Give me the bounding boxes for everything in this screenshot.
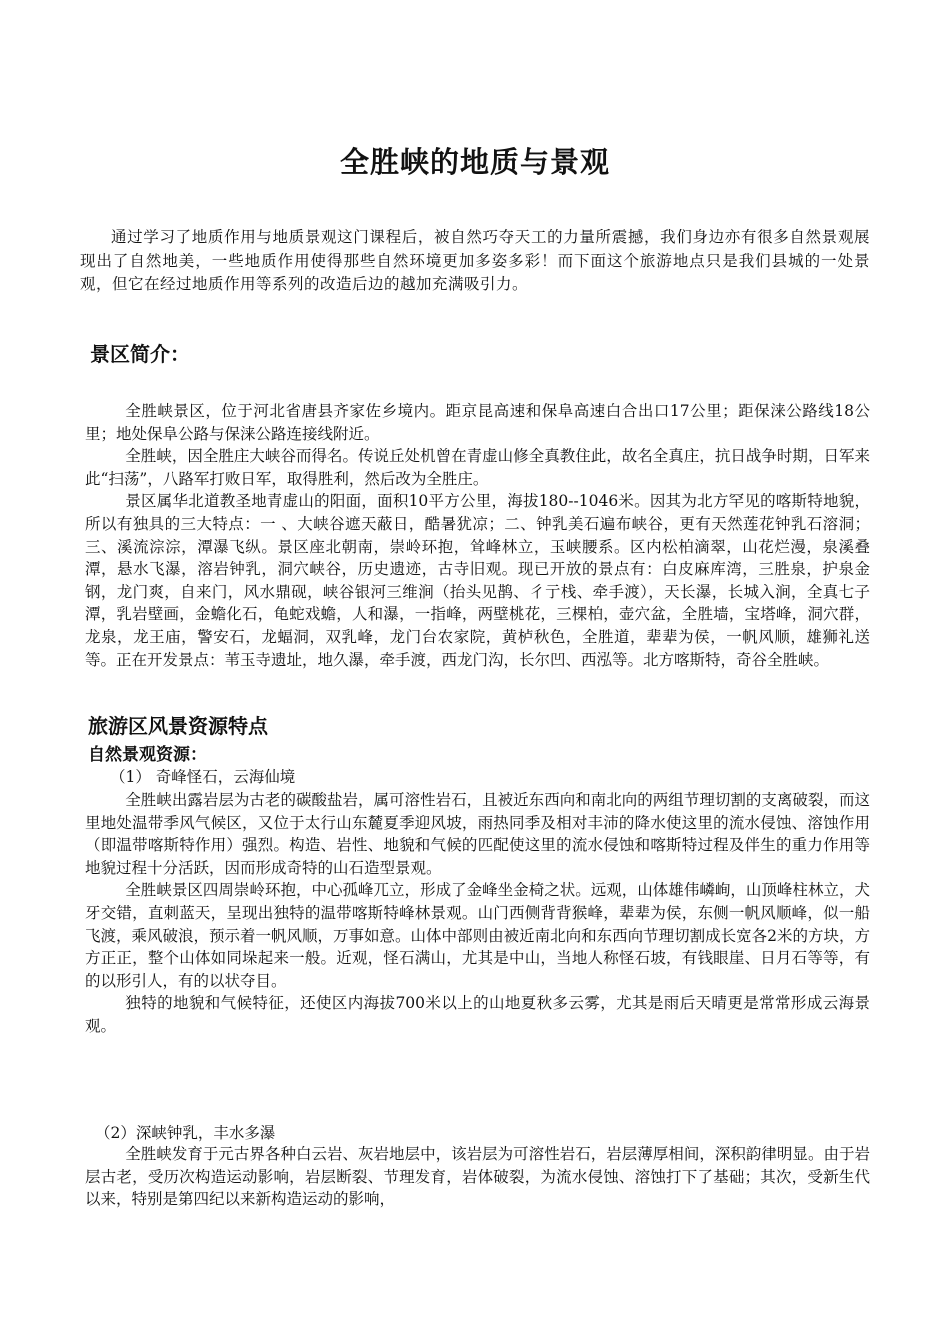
item-1-body — [85, 789, 870, 1038]
section-intro-body — [85, 400, 870, 671]
item-2-body — [85, 1143, 870, 1211]
paragraph: 全胜峡景区四周崇岭环抱，中心孤峰兀立，形成了金峰坐金椅之状。远观，山体雄伟嶙峋，山顶峰柱林立，犬牙交错，直刺蓝天，呈现出独特的温带喀斯特峰林景观。山门西侧背背猴峰，辈辈为侯，东侧一帆风顺峰，似一船飞渡，乘风破浪，预示着一帆风顺，万事如意。山体中部则由被近南北向和东西向节理切割成长宽各2米的方块，方方正正，整个山体如同垛起来一般。近观，怪石满山，尤其是中山，当地人称怪石坡，有钱眼崖、日月石等等，有的以形引人，有的以状夺目。 — [85, 881, 870, 990]
paragraph: 景区属华北道教圣地青虚山的阳面，面积10平方公里，海拔180--1046米。因其为北方罕见的喀斯特地貌，所以有独具的三大特点：一 、大峡谷遮天蔽日，酷暑犹凉；二、钟乳美石遍布峡谷，更有天然莲花钟乳石溶洞；三、溪流淙淙，潭瀑飞纵。景区座北朝南，崇岭环抱，耸峰林立，玉峡腰系。区内松柏滴翠，山花烂漫，泉溪叠潭，悬水飞瀑，溶岩钟乳，洞穴峡谷，历史遗迹，古寺旧观。现已开放的景点有：白皮麻库湾，三胜泉，护泉金钢，龙门爽，自来门，风水鼎砚，峡谷银河三维涧（抬头见鹊、彳亍栈、牵手渡），天长瀑，长城入涧，全真七子潭，乳岩壁画，金蟾化石，龟蛇戏蟾，人和瀑，一指峰，两壁桃花，三棵柏，壶穴盆，全胜墙，宝塔峰，洞穴群，龙泉，龙王庙，警安石，龙蝠洞，双乳峰，龙门台农家院，黄栌秋色，全胜道，辈辈为侯，一帆风顺，雄狮礼送等。正在开发景点：苇玉寺遗址，地久瀑，牵手渡，西龙门沟，长尔凹、西泓等。北方喀斯特，奇谷全胜峡。 — [85, 492, 870, 669]
subheading-natural-resources: 自然景观资源： — [88, 745, 207, 765]
section-heading-resources: 旅游区风景资源特点 — [88, 714, 268, 738]
section-heading-intro: 景区简介： — [90, 342, 190, 366]
intro-paragraph: 通过学习了地质作用与地质景观这门课程后，被自然巧夺天工的力量所震撼，我们身边亦有很多自然景观展现出了自然地美，一些地质作用使得那些自然环境更加多姿多彩！而下面这个旅游地点只是我们县城的一处景观，但它在经过地质作用等系列的改造后边的越加充满吸引力。 — [80, 228, 870, 293]
item-label-2: （2）深峡钟乳，丰水多瀑 — [95, 1124, 276, 1142]
paragraph: 全胜峡发育于元古界各种白云岩、灰岩地层中，该岩层为可溶性岩石，岩层薄厚相间，深积韵律明显。由于岩层古老，受历次构造运动影响，岩层断裂、节理发育，岩体破裂，为流水侵蚀、溶蚀打下了基础；其次，受新生代以来，特别是第四纪以来新构造运动的影响， — [85, 1145, 870, 1209]
paragraph: 独特的地貌和气候特征，还使区内海拔700米以上的山地夏秋多云雾，尤其是雨后天晴更是常常形成云海景观。 — [85, 994, 870, 1035]
paragraph: 全胜峡出露岩层为古老的碳酸盐岩，属可溶性岩石，且被近东西向和南北向的两组节理切割的支离破裂，而这里地处温带季风气候区，又位于太行山东麓夏季迎风坡，雨热同季及相对丰沛的降水使这里的流水侵蚀、溶蚀作用（即温带喀斯特作用）强烈。构造、岩性、地貌和气候的匹配使这里的流水侵蚀和喀斯特过程及伴生的重力作用等地貌过程十分活跃，因而形成奇特的山石造型景观。 — [85, 791, 870, 877]
paragraph: 全胜峡，因全胜庄大峡谷而得名。传说丘处机曾在青虚山修全真教住此，故名全真庄，抗日战争时期，日军来此“扫荡”，八路军打败日军，取得胜利，然后改为全胜庄。 — [85, 447, 870, 488]
item-label-1: （1） 奇峰怪石，云海仙境 — [110, 768, 296, 786]
page-title: 全胜峡的地质与景观 — [339, 145, 610, 179]
paragraph: 全胜峡景区，位于河北省唐县齐家佐乡境内。距京昆高速和保阜高速白合出口17公里；距保涞公路线18公里；地处保阜公路与保涞公路连接线附近。 — [85, 402, 870, 443]
